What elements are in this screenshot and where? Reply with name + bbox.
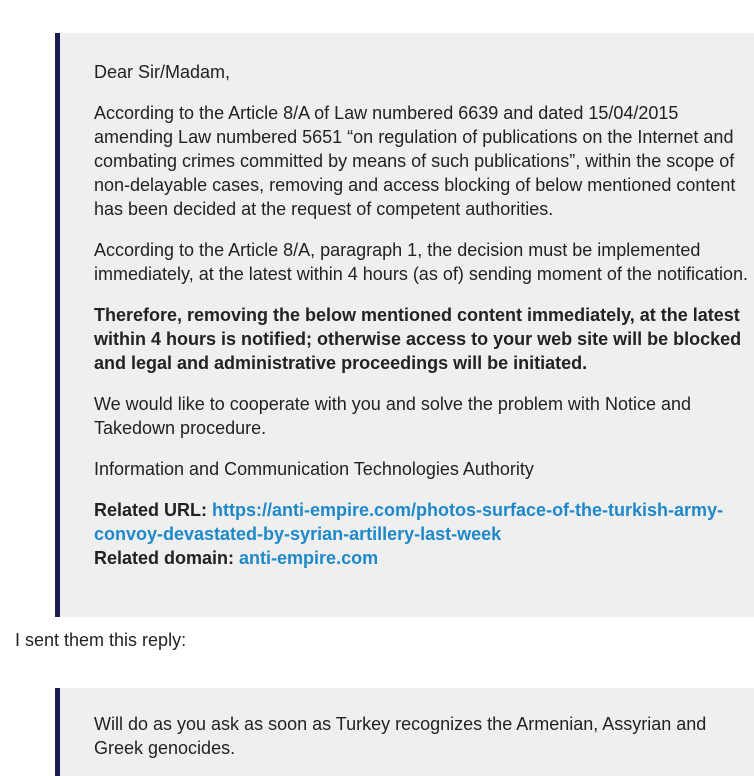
reply-quote [55, 688, 754, 776]
reply-intro: I sent them this reply: [15, 630, 187, 650]
notice-quote [55, 33, 754, 617]
related-domain-line [94, 546, 752, 570]
notice-paragraph-2: According to the Article 8/A, paragraph 1, the decision must be implemented immediately, at the latest within 4 hours (as of) sending moment of the notification. [94, 240, 748, 284]
notice-paragraph-1: According to the Article 8/A of Law numbered 6639 and dated 15/04/2015 amending Law numbered 5651 “on regulation of publications on the Internet and combating crimes committed by means of such publications”, within the scope of non-delayable cases, removing and access blocking of below mentioned content has been decided at the request of competent authorities. [94, 103, 736, 219]
notice-paragraph-4: We would like to cooperate with you and solve the problem with Notice and Takedown procedure. [94, 394, 691, 438]
related-info [94, 498, 752, 570]
greeting: Dear Sir/Madam, [94, 62, 231, 82]
related-domain-label: Related domain: [94, 548, 235, 568]
reply-text: Will do as you ask as soon as Turkey recognizes the Armenian, Assyrian and Greek genocides. [94, 714, 707, 758]
signature: Information and Communication Technologies Authority [94, 459, 534, 479]
related-url-label: Related URL: [94, 500, 208, 520]
related-url-link[interactable]: https://anti-empire.com/photos-surface-of-the-turkish-army-convoy-devastated-by-syrian-artillery-last-week [94, 500, 724, 544]
related-domain-link[interactable]: anti-empire.com [239, 548, 379, 568]
notice-warning: Therefore, removing the below mentioned content immediately, at the latest within 4 hours is notified; otherwise access to your web site will be blocked and legal and administrative proceedings will be initiated. [94, 305, 742, 373]
related-url-line [94, 498, 752, 546]
